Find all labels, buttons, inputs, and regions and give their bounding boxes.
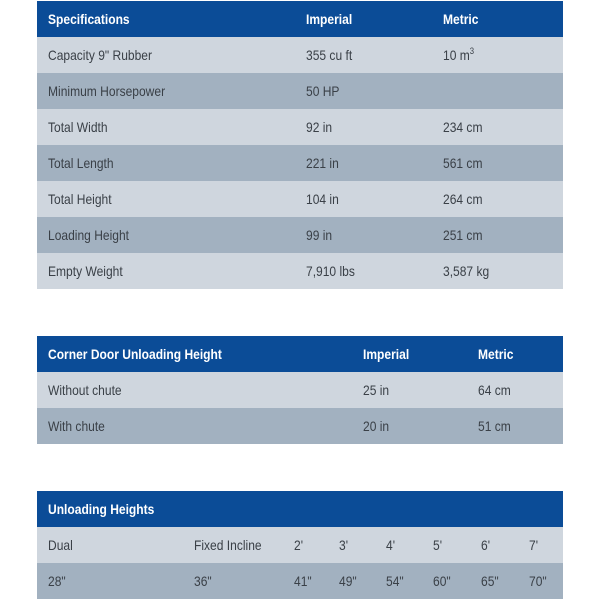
header-unloading-heights: Unloading Heights bbox=[48, 501, 155, 517]
table-row bbox=[37, 527, 563, 563]
header-corner-door: Corner Door Unloading Height bbox=[48, 346, 222, 362]
unloading-label: Dual bbox=[48, 537, 73, 553]
header-imperial: Imperial bbox=[306, 11, 353, 27]
table-header bbox=[37, 491, 563, 527]
unloading-heights-table bbox=[37, 491, 563, 599]
table-row bbox=[37, 73, 563, 109]
spec-metric: 234 cm bbox=[443, 119, 483, 135]
unloading-label: 4' bbox=[386, 537, 396, 553]
table-header bbox=[37, 336, 563, 372]
spec-imperial: 7,910 lbs bbox=[306, 263, 355, 279]
spec-metric: 3,587 kg bbox=[443, 263, 490, 279]
header-metric: Metric bbox=[443, 11, 479, 27]
corner-metric: 51 cm bbox=[478, 418, 511, 434]
spec-imperial: 355 cu ft bbox=[306, 47, 353, 63]
corner-metric: 64 cm bbox=[478, 382, 511, 398]
corner-imperial: 25 in bbox=[363, 382, 390, 398]
corner-label: Without chute bbox=[48, 382, 122, 398]
table-header bbox=[37, 1, 563, 37]
table-row bbox=[37, 37, 563, 73]
header-imperial: Imperial bbox=[363, 346, 410, 362]
corner-imperial: 20 in bbox=[363, 418, 390, 434]
unloading-label: 2' bbox=[294, 537, 304, 553]
spec-imperial: 50 HP bbox=[306, 83, 340, 99]
table-row bbox=[37, 109, 563, 145]
spec-imperial: 99 in bbox=[306, 227, 333, 243]
spec-label: Minimum Horsepower bbox=[48, 83, 166, 99]
unloading-label: 6' bbox=[481, 537, 491, 553]
unloading-label: 5' bbox=[433, 537, 443, 553]
table-row bbox=[37, 372, 563, 408]
spec-label: Capacity 9" Rubber bbox=[48, 47, 152, 63]
table-row bbox=[37, 253, 563, 289]
spec-imperial: 221 in bbox=[306, 155, 339, 171]
table-row bbox=[37, 181, 563, 217]
spec-imperial: 104 in bbox=[306, 191, 339, 207]
superscript: 3 bbox=[469, 46, 475, 56]
spec-metric: 264 cm bbox=[443, 191, 483, 207]
unloading-label: 7' bbox=[529, 537, 539, 553]
unloading-value: 70" bbox=[529, 573, 547, 589]
spec-metric: 251 cm bbox=[443, 227, 483, 243]
spec-label: Empty Weight bbox=[48, 263, 123, 279]
header-metric: Metric bbox=[478, 346, 514, 362]
table-row bbox=[37, 563, 563, 599]
unloading-label: Fixed Incline bbox=[194, 537, 262, 553]
spec-label: Total Height bbox=[48, 191, 112, 207]
unloading-value: 65" bbox=[481, 573, 499, 589]
table-row bbox=[37, 408, 563, 444]
spec-metric: 561 cm bbox=[443, 155, 483, 171]
specifications-table bbox=[37, 1, 563, 289]
spec-imperial: 92 in bbox=[306, 119, 333, 135]
unloading-value: 54" bbox=[386, 573, 404, 589]
spec-label: Total Width bbox=[48, 119, 108, 135]
table-row bbox=[37, 145, 563, 181]
unloading-value: 49" bbox=[339, 573, 357, 589]
unloading-value: 60" bbox=[433, 573, 451, 589]
unloading-value: 41" bbox=[294, 573, 312, 589]
table-row bbox=[37, 217, 563, 253]
unloading-label: 3' bbox=[339, 537, 349, 553]
corner-door-table bbox=[37, 336, 563, 444]
header-specifications: Specifications bbox=[48, 11, 130, 27]
spec-label: Total Length bbox=[48, 155, 114, 171]
unloading-value: 28" bbox=[48, 573, 66, 589]
corner-label: With chute bbox=[48, 418, 105, 434]
metric-value: 10 m bbox=[443, 47, 470, 63]
unloading-value: 36" bbox=[194, 573, 212, 589]
spec-label: Loading Height bbox=[48, 227, 130, 243]
spec-metric bbox=[443, 37, 474, 73]
